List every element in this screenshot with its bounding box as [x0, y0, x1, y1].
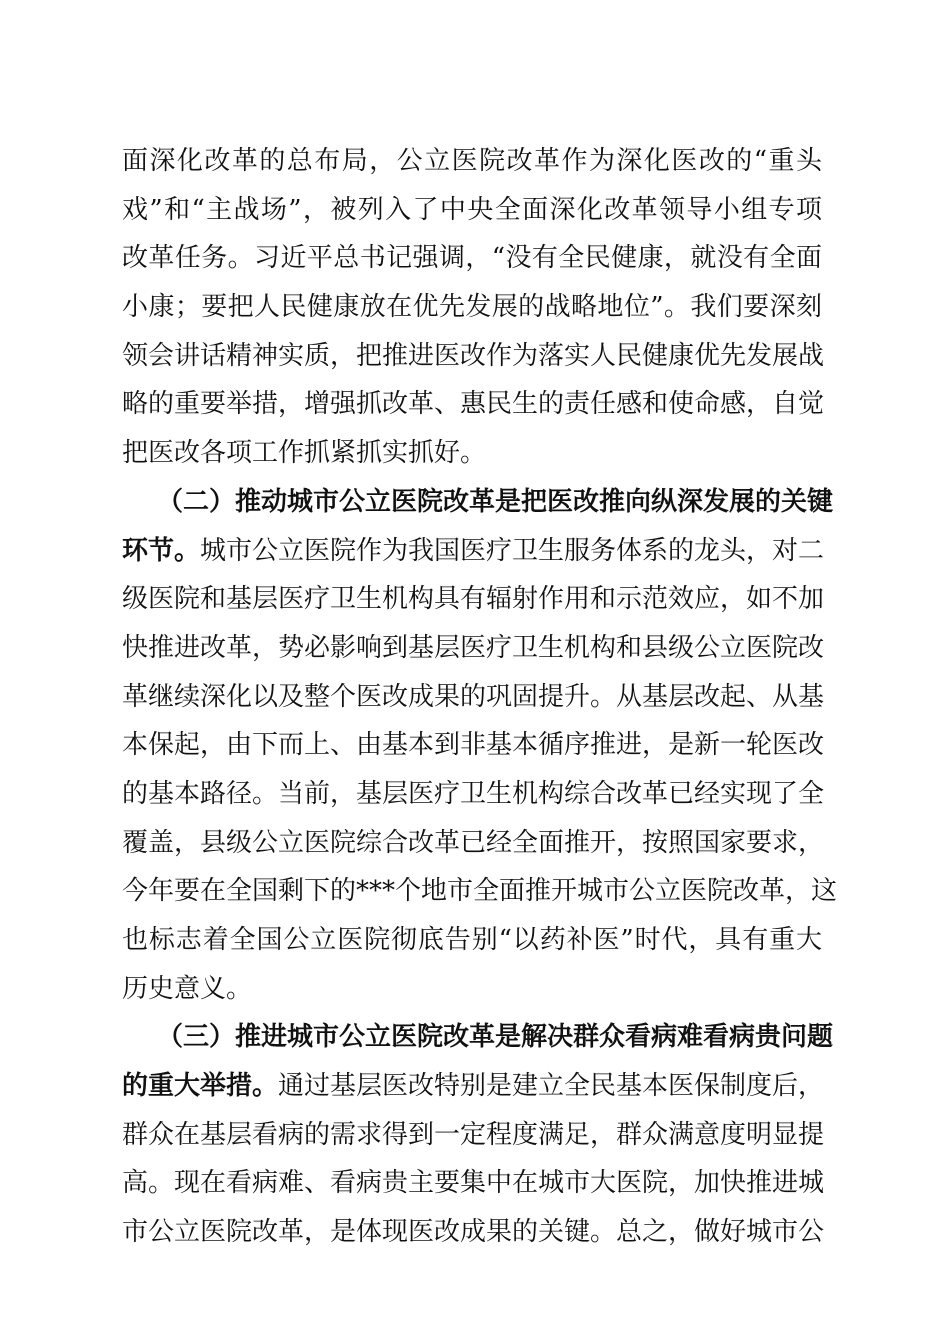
paragraph-line: 领会讲话精神实质，把推进医改作为落实人民健康优先发展战 — [122, 340, 825, 371]
paragraph-line: 改革任务。习近平总书记强调，“没有全民健康，就没有全面 — [122, 243, 822, 274]
paragraph-line: 小康；要把人民健康放在优先发展的战略地位”。我们要深刻 — [122, 292, 822, 323]
paragraph-line: 略的重要举措，增强抓改革、惠民生的责任感和使命感，自觉 — [122, 389, 825, 420]
paragraph-3 — [122, 1013, 834, 1256]
paragraph-line: 面深化改革的总布局，公立医院改革作为深化医改的“重头 — [122, 146, 822, 176]
section-heading-2: （二）推动城市公立医院改革是把医改推向纵深发展的关键 — [157, 486, 834, 517]
paragraph-line: 市公立医院改革，是体现医改成果的关键。总之，做好城市公 — [122, 1217, 825, 1248]
paragraph-line: 级医院和基层医疗卫生机构具有辐射作用和示范效应，如不加 — [122, 584, 825, 615]
paragraph-line: 革继续深化以及整个医改成果的巩固提升。从基层改起、从基 — [122, 681, 825, 712]
section-heading-3: （三）推进城市公立医院改革是解决群众看病难看病贵问题 — [157, 1022, 834, 1053]
section-heading-3-end: 的重大举措。 — [122, 1071, 279, 1102]
paragraph-text: 城市公立医院作为我国医疗卫生服务体系的龙头，对二 — [200, 535, 825, 566]
paragraph-line: 把医改各项工作抓紧抓实抓好。 — [122, 438, 487, 469]
paragraph-line: 高。现在看病难、看病贵主要集中在城市大医院，加快推进城 — [122, 1168, 825, 1199]
paragraph-line: 本保起，由下而上、由基本到非基本循序推进，是新一轮医改 — [122, 730, 825, 761]
section-heading-2-end: 环节。 — [122, 535, 201, 566]
document-body — [122, 137, 838, 1257]
paragraph-line: 的基本路径。当前，基层医疗卫生机构综合改革已经实现了全 — [122, 778, 825, 809]
paragraph-line: 也标志着全国公立医院彻底告别“以药补医”时代，具有重大 — [122, 925, 822, 955]
paragraph-line: 今年要在全国剩下的***个地市全面推开城市公立医院改革，这 — [122, 876, 838, 907]
paragraph-text: 通过基层医改特别是建立全民基本医保制度后， — [278, 1071, 825, 1102]
paragraph-line: 覆盖，县级公立医院综合改革已经全面推开，按照国家要求， — [122, 827, 825, 858]
paragraph-line: 历史意义。 — [122, 973, 253, 1004]
paragraph-line: 群众在基层看病的需求得到一定程度满足，群众满意度明显提 — [122, 1119, 825, 1150]
paragraph-1 — [122, 137, 825, 478]
paragraph-line — [122, 1062, 825, 1111]
paragraph-line: 戏”和“主战场”，被列入了中央全面深化改革领导小组专项 — [122, 194, 822, 225]
paragraph-line: 快推进改革，势必影响到基层医疗卫生机构和县级公立医院改 — [122, 632, 825, 663]
paragraph-2 — [122, 478, 838, 1014]
paragraph-line — [122, 527, 825, 576]
